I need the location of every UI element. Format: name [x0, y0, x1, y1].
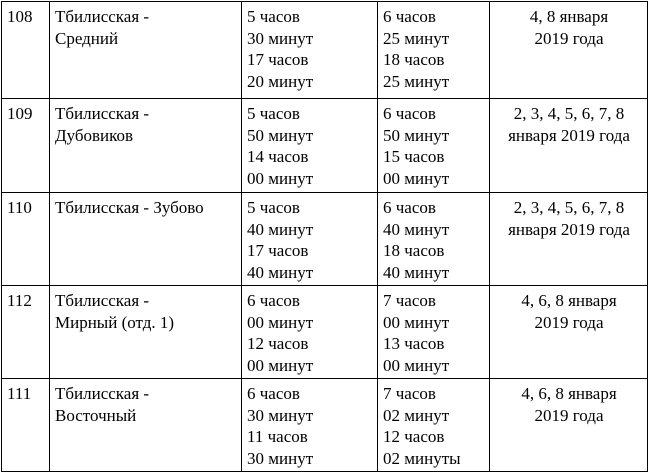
route-name: [50, 286, 242, 379]
route-name-line: Дубовиков: [55, 125, 134, 145]
time-line: 15 часов: [383, 147, 445, 166]
service-dates: [490, 379, 648, 472]
time-line: 17 часов: [247, 241, 309, 260]
dates-line: 4, 6, 8 января: [521, 291, 617, 310]
route-name-line: Тбилисская -: [55, 7, 150, 26]
arrival-times: [378, 379, 490, 472]
table-row: [2, 193, 648, 286]
table-row: [2, 379, 648, 472]
time-line: 6 часов: [383, 198, 436, 217]
time-line: 6 часов: [383, 104, 436, 123]
time-line: 20 минут: [247, 71, 314, 91]
route-name-line: Тбилисская - Зубово: [55, 198, 204, 217]
route-name-line: Восточный: [55, 405, 137, 425]
dates-line: 4, 6, 8 января: [521, 384, 617, 403]
time-line: 40 минут: [383, 219, 450, 239]
dates-line: 4, 8 января: [529, 7, 609, 26]
time-line: 18 часов: [383, 241, 445, 260]
dates-line: 2, 3, 4, 5, 6, 7, 8: [513, 198, 625, 217]
time-line: 14 часов: [247, 147, 309, 166]
time-line: 00 минут: [247, 312, 314, 332]
route-name-line: Тбилисская -: [55, 291, 150, 310]
time-line: 12 часов: [383, 427, 445, 446]
time-line: 13 часов: [383, 334, 445, 353]
departure-times: [242, 379, 378, 472]
time-line: 00 минут: [383, 355, 450, 375]
time-line: 5 часов: [247, 104, 300, 123]
route-name: [50, 379, 242, 472]
time-line: 30 минут: [247, 448, 314, 468]
time-line: 00 минут: [383, 168, 450, 188]
dates-line: 2019 года: [534, 28, 604, 48]
route-number: 111: [2, 379, 50, 472]
dates-line: 2019 года: [534, 405, 604, 425]
time-line: 02 минуты: [383, 448, 461, 468]
time-line: 6 часов: [247, 291, 300, 310]
time-line: 18 часов: [383, 50, 445, 69]
dates-line: января 2019 года: [508, 219, 630, 239]
route-name-line: Тбилисская -: [55, 104, 150, 123]
time-line: 40 минут: [247, 219, 314, 239]
time-line: 6 часов: [383, 7, 436, 26]
time-line: 40 минут: [383, 262, 450, 282]
departure-times: [242, 99, 378, 193]
time-line: 50 минут: [247, 125, 314, 145]
route-number: 109: [2, 99, 50, 193]
time-line: 7 часов: [383, 384, 436, 403]
time-line: 25 минут: [383, 71, 450, 91]
departure-times: [242, 193, 378, 286]
route-name-line: Средний: [55, 28, 119, 48]
table-row: [2, 286, 648, 379]
arrival-times: [378, 99, 490, 193]
time-line: 30 минут: [247, 405, 314, 425]
arrival-times: [378, 2, 490, 99]
route-name-line: Тбилисская -: [55, 384, 150, 403]
time-line: 00 минут: [247, 355, 314, 375]
route-number: 108: [2, 2, 50, 99]
arrival-times: [378, 193, 490, 286]
service-dates: [490, 286, 648, 379]
route-number: 112: [2, 286, 50, 379]
service-dates: [490, 99, 648, 193]
time-line: 5 часов: [247, 7, 300, 26]
dates-line: января 2019 года: [508, 125, 630, 145]
service-dates: [490, 2, 648, 99]
time-line: 25 минут: [383, 28, 450, 48]
dates-line: 2, 3, 4, 5, 6, 7, 8: [513, 104, 625, 123]
time-line: 17 часов: [247, 50, 309, 69]
time-line: 11 часов: [247, 427, 308, 446]
arrival-times: [378, 286, 490, 379]
time-line: 50 минут: [383, 125, 450, 145]
schedule-table: [1, 1, 648, 472]
departure-times: [242, 286, 378, 379]
departure-times: [242, 2, 378, 99]
time-line: 40 минут: [247, 262, 314, 282]
table-row: [2, 99, 648, 193]
dates-line: 2019 года: [534, 312, 604, 332]
time-line: 30 минут: [247, 28, 314, 48]
route-name: [50, 193, 242, 286]
time-line: 7 часов: [383, 291, 436, 310]
route-name-line: Мирный (отд. 1): [55, 312, 175, 332]
route-number: 110: [2, 193, 50, 286]
time-line: 5 часов: [247, 198, 300, 217]
time-line: 00 минут: [383, 312, 450, 332]
table-row: [2, 2, 648, 99]
route-name: [50, 2, 242, 99]
service-dates: [490, 193, 648, 286]
time-line: 12 часов: [247, 334, 309, 353]
time-line: 6 часов: [247, 384, 300, 403]
time-line: 02 минут: [383, 405, 450, 425]
time-line: 00 минут: [247, 168, 314, 188]
route-name: [50, 99, 242, 193]
